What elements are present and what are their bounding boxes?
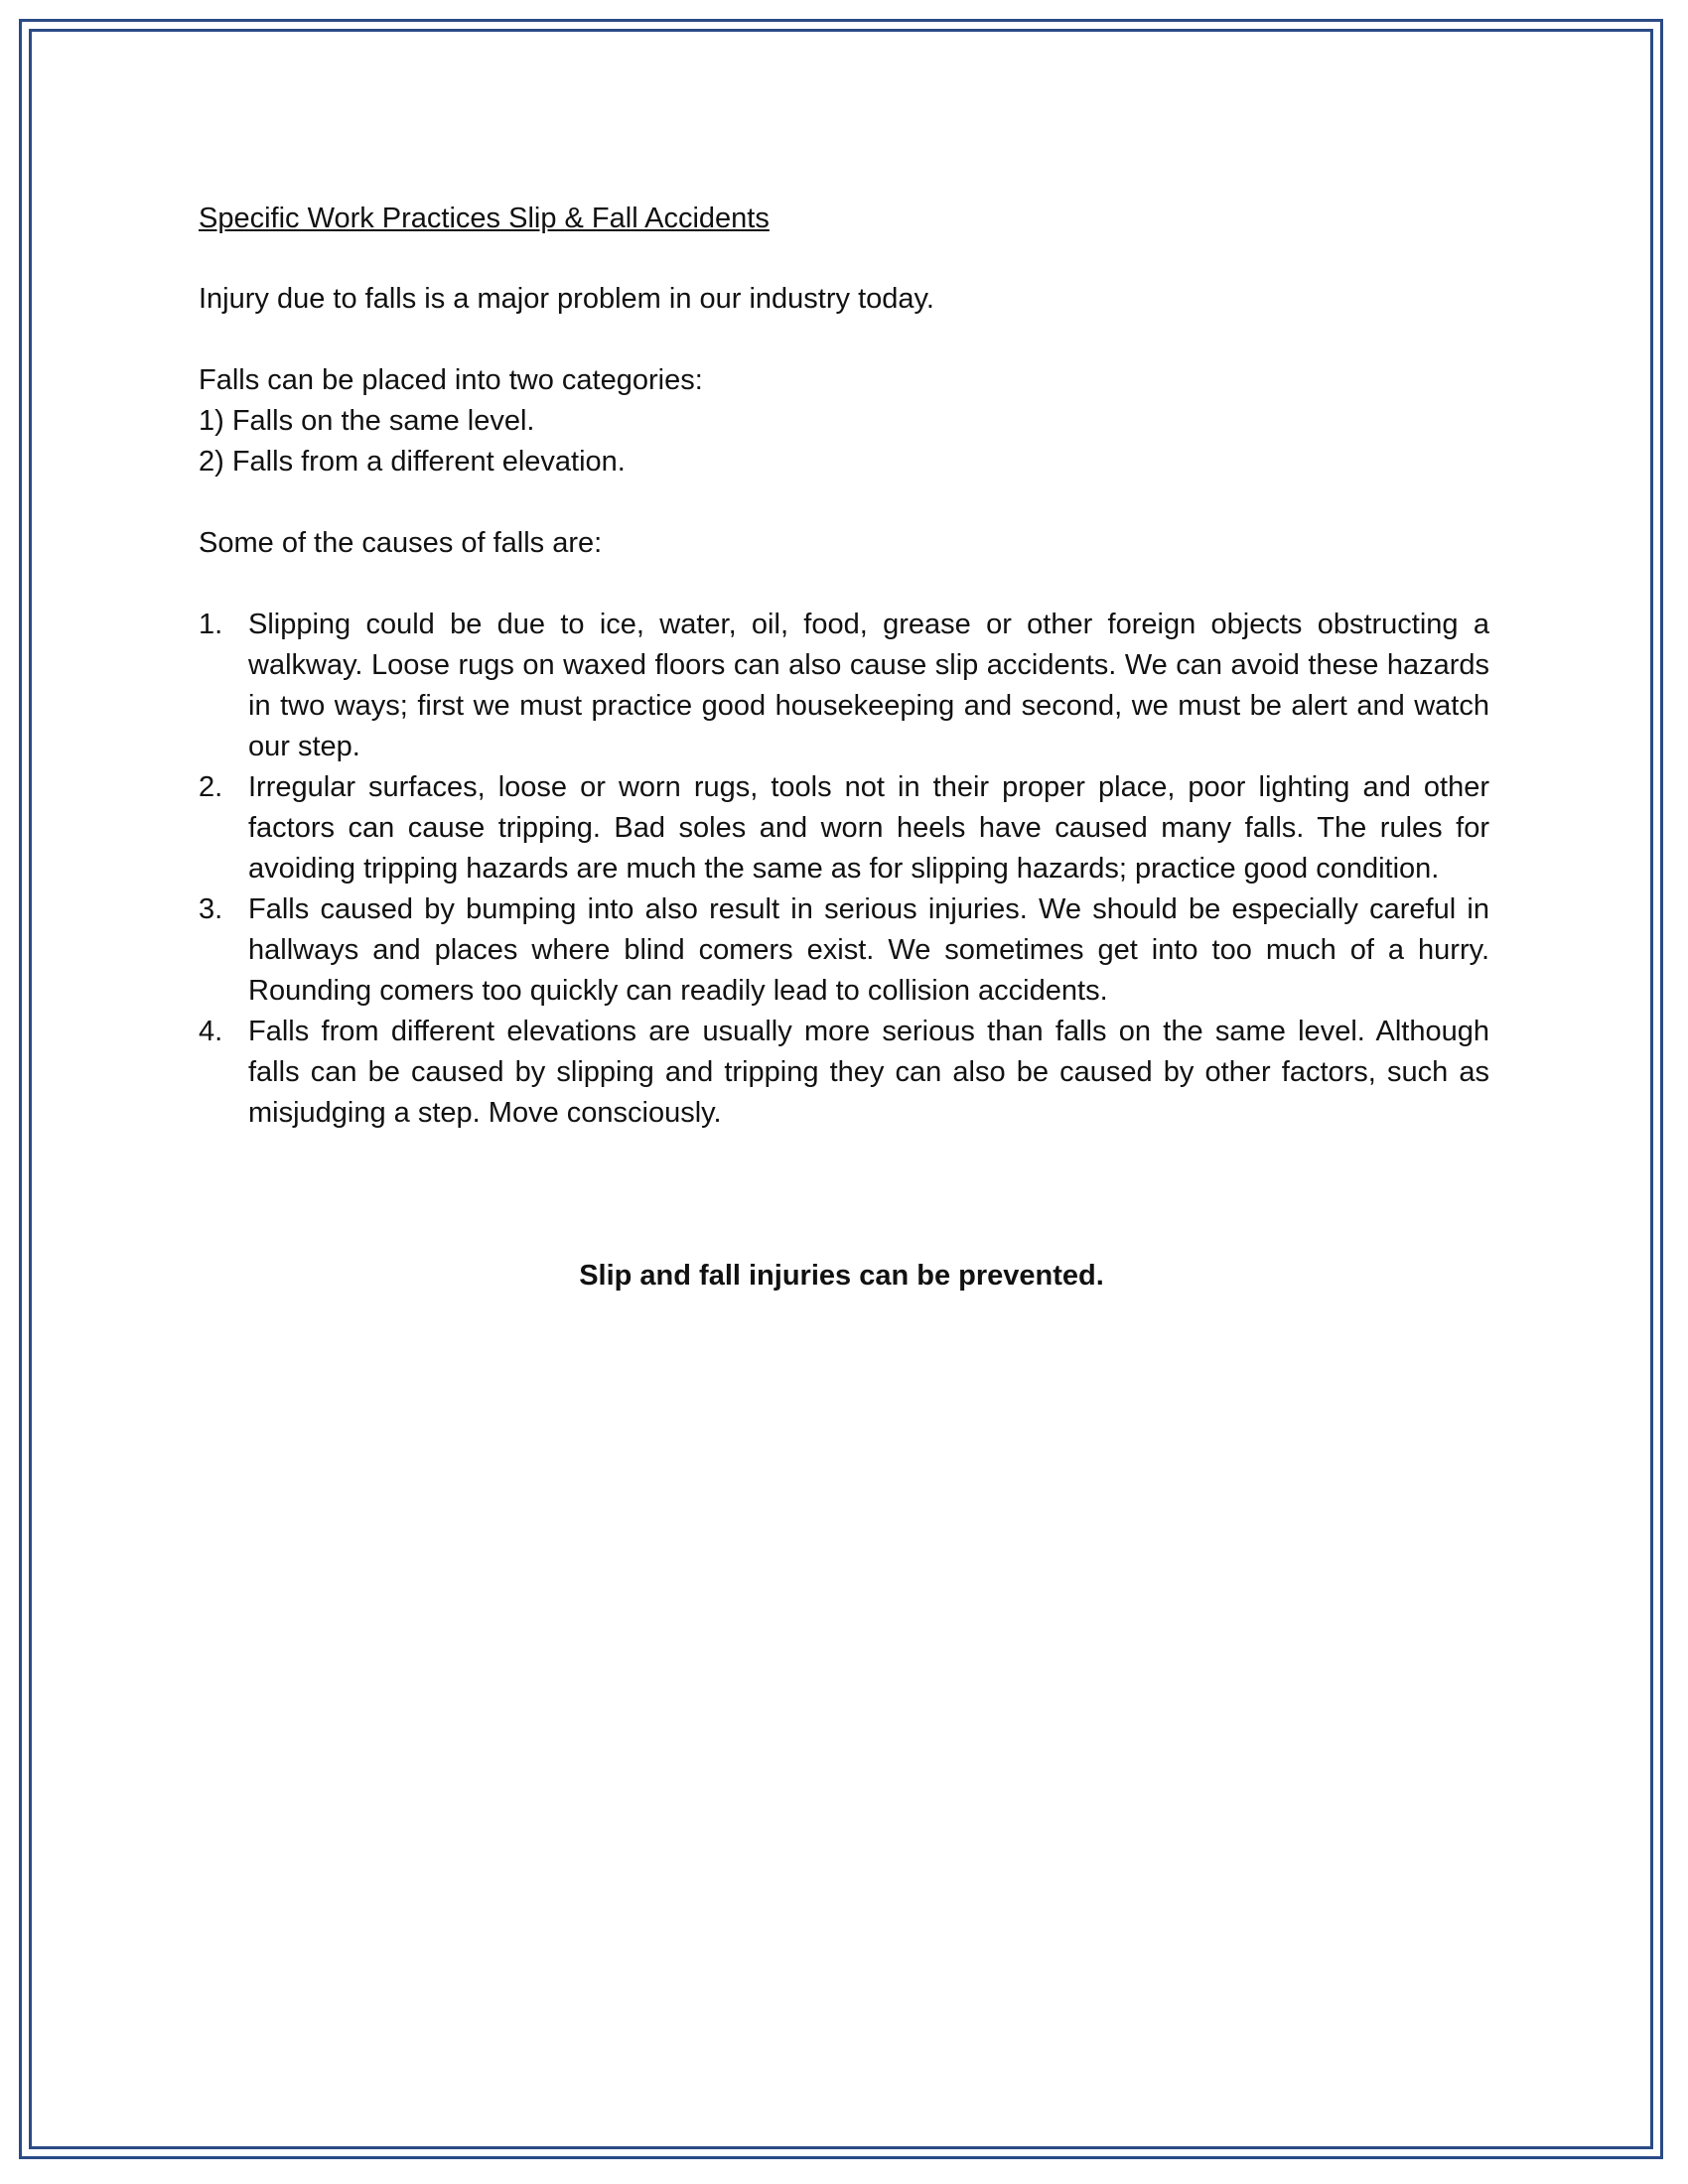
document-title: Specific Work Practices Slip & Fall Accidents — [199, 203, 770, 234]
category-item: 2) Falls from a different elevation. — [199, 446, 626, 478]
category-item: 1) Falls on the same level. — [199, 405, 535, 437]
causes-heading: Some of the causes of falls are: — [199, 527, 603, 559]
list-item-number: 2. — [199, 771, 223, 803]
list-item-number: 1. — [199, 609, 223, 640]
list-item-text: Falls from different elevations are usually more serious than falls on the same level. Although falls can be caused by slipping and tripping they can also be caused by other factors, such as misjudging a step. Move consciously. — [248, 1016, 1489, 1129]
list-item — [199, 767, 1489, 889]
intro-paragraph: Injury due to falls is a major problem in our industry today. — [199, 283, 934, 315]
list-item — [199, 889, 1489, 1012]
list-item-text: Slipping could be due to ice, water, oil, food, grease or other foreign objects obstructing a walkway. Loose rugs on waxed floors can also cause slip accidents. We can avoid these hazards in two ways; first we must practice good housekeeping and second, we must be alert and watch our step. — [248, 609, 1489, 762]
list-item-text: Falls caused by bumping into also result in serious injuries. We should be especially careful in hallways and places where blind comers exist. We sometimes get into too much of a hurry. Rounding comers too quickly can readily lead to collision accidents. — [248, 893, 1489, 1007]
list-item-number: 4. — [199, 1016, 223, 1047]
causes-list — [199, 605, 1489, 1134]
list-item — [199, 605, 1489, 767]
categories-heading: Falls can be placed into two categories: — [199, 364, 703, 396]
list-item-number: 3. — [199, 893, 223, 925]
list-item — [199, 1012, 1489, 1134]
document-body — [199, 199, 1489, 1297]
list-item-text: Irregular surfaces, loose or worn rugs, tools not in their proper place, poor lighting and other factors can cause tripping. Bad soles and worn heels have caused many falls. The rules for avoiding tripping hazards are much the same as for slipping hazards; practice good condition. — [248, 771, 1489, 885]
closing-statement: Slip and fall injuries can be prevented. — [579, 1260, 1104, 1292]
